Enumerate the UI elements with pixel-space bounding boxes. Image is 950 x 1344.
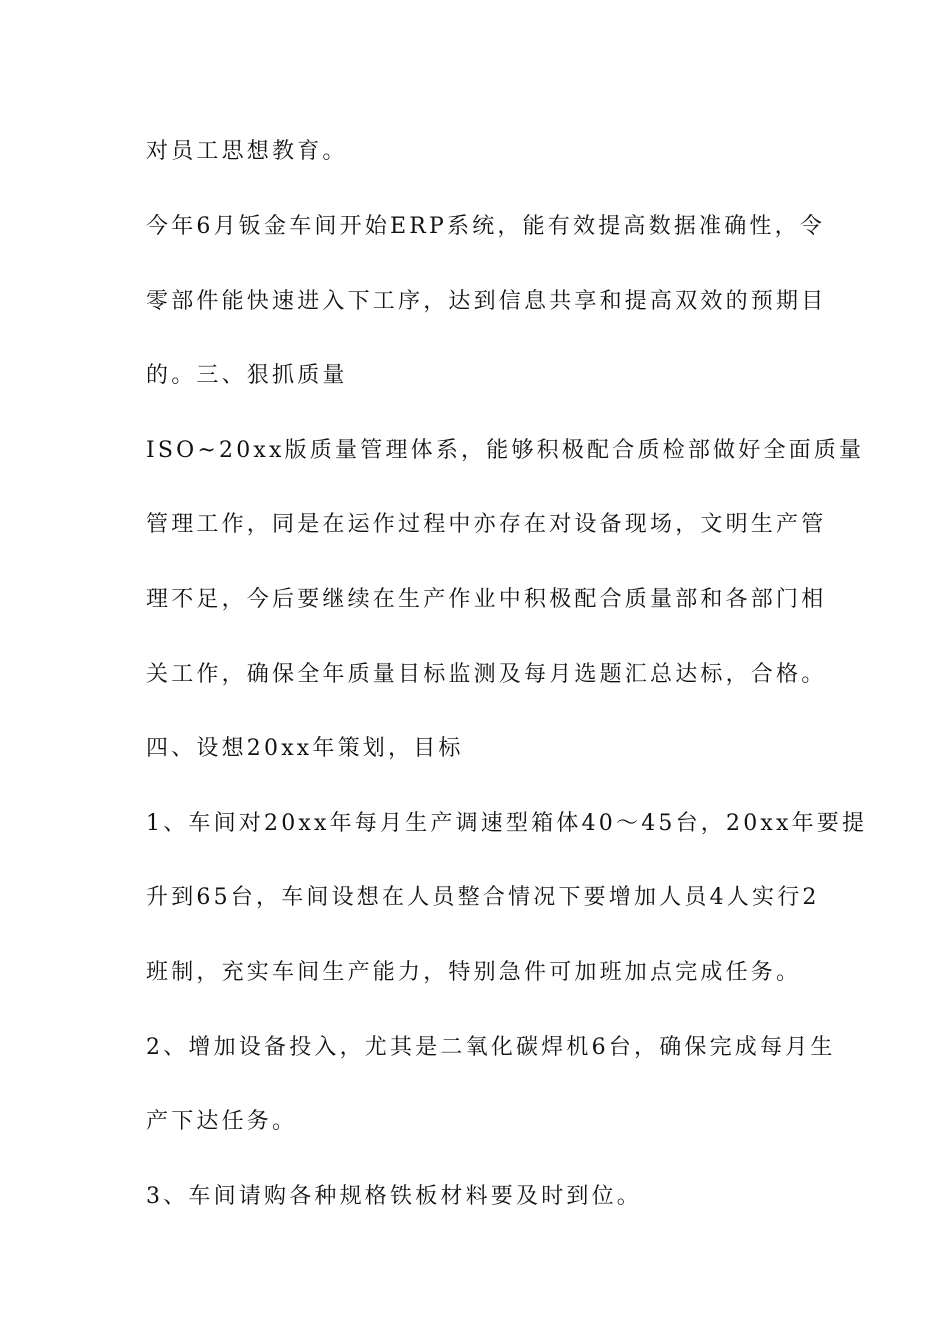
text-line: 对员工思想教育。 [146,139,348,164]
text-line: 升到65台，车间设想在人员整合情况下要增加人员4人实行2 [146,885,820,910]
text-line: 的。三、狠抓质量 [146,363,348,388]
text-line: 1、车间对20xx年每月生产调速型箱体40～45台，20xx年要提 [146,811,868,836]
text-line: 关工作，确保全年质量目标监测及每月选题汇总达标，合格。 [146,662,827,687]
text-line: 今年6月钣金车间开始ERP系统，能有效提高数据准确性，令 [146,214,826,239]
text-line: 2、增加设备投入，尤其是二氧化碳焊机6台，确保完成每月生 [146,1035,836,1060]
text-line: 管理工作，同是在运作过程中亦存在对设备现场，文明生产管 [146,512,827,537]
text-line: 产下达任务。 [146,1109,298,1134]
text-line: 零部件能快速进入下工序，达到信息共享和提高双效的预期目 [146,289,827,314]
text-line: 四、设想20xx年策划，目标 [146,736,464,761]
text-line: ISO~20xx版质量管理体系，能够积极配合质检部做好全面质量 [146,438,865,463]
text-line: 班制，充实车间生产能力，特别急件可加班加点完成任务。 [146,960,802,985]
text-line: 理不足，今后要继续在生产作业中积极配合质量部和各部门相 [146,587,827,612]
text-line: 3、车间请购各种规格铁板材料要及时到位。 [146,1184,642,1209]
